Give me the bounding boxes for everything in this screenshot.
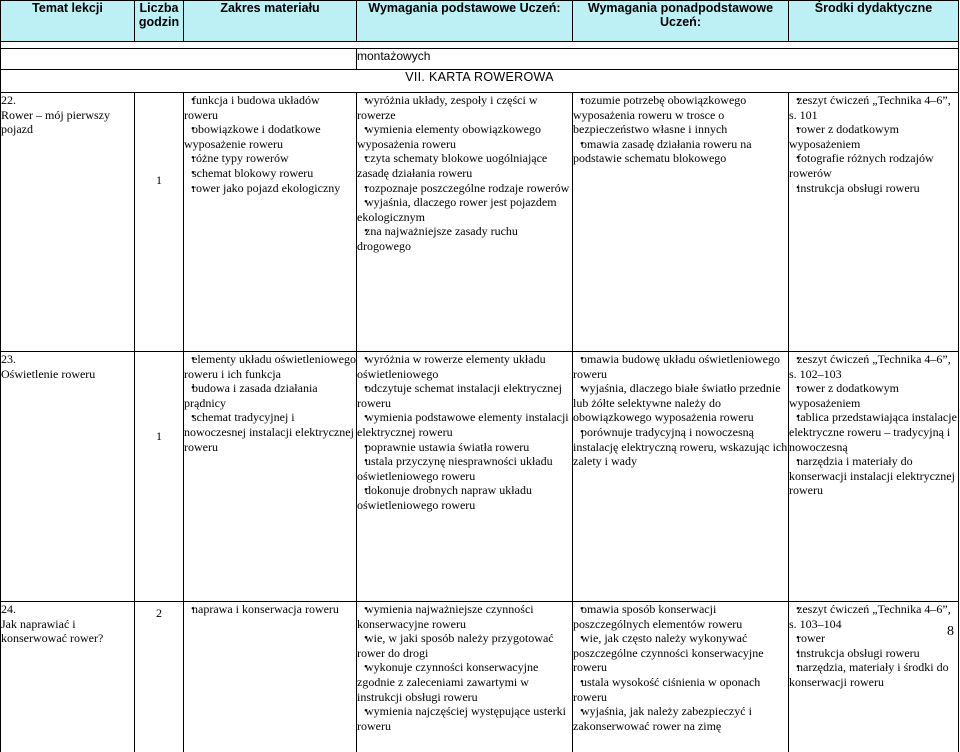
continuation-row bbox=[1, 49, 959, 70]
list-item: • rower jako pojazd ekologiczny bbox=[184, 181, 356, 196]
list-item: • wyjaśnia, jak należy zabezpieczyć i zakonserwować rower na zimę bbox=[573, 704, 788, 733]
aids-list bbox=[789, 93, 958, 195]
advanced-cell bbox=[573, 352, 789, 602]
list-item: • porównuje tradycyjną i nowoczesną instalację elektryczną roweru, wskazując ich zalety i wady bbox=[573, 425, 788, 469]
list-item: • wymienia najważniejsze czynności konserwacyjne roweru bbox=[357, 602, 572, 631]
list-item: • wymienia podstawowe elementy instalacji elektrycznej roweru bbox=[357, 410, 572, 439]
advanced-cell bbox=[573, 602, 789, 752]
list-item: • czyta schematy blokowe uogólniające zasadę działania roweru bbox=[357, 151, 572, 180]
continuation-text: montażowych bbox=[357, 49, 959, 70]
list-item: • narzędzia, materiały i środki do konserwacji roweru bbox=[789, 660, 958, 689]
list-item: • omawia zasadę działania roweru na podstawie schematu blokowego bbox=[573, 137, 788, 166]
table-row bbox=[1, 352, 959, 602]
header-teaching-aids: Środki dydaktyczne bbox=[789, 1, 959, 42]
header-topic: Temat lekcji bbox=[1, 1, 135, 42]
list-item: • poprawnie ustawia światła roweru bbox=[357, 440, 572, 455]
table-row bbox=[1, 93, 959, 352]
list-item: • rower bbox=[789, 631, 958, 646]
table-row bbox=[1, 602, 959, 752]
scope-cell bbox=[184, 352, 357, 602]
header-hours: Liczba godzin bbox=[135, 1, 184, 42]
aids-cell bbox=[789, 93, 959, 352]
header-advanced-requirements: Wymagania ponadpodstawowe Uczeń: bbox=[573, 1, 789, 42]
list-item: • rozumie potrzebę obowiązkowego wyposażenia roweru w trosce o bezpieczeństwo własne i innych bbox=[573, 93, 788, 137]
basic-list bbox=[357, 602, 572, 733]
scope-list bbox=[184, 602, 356, 617]
list-item: • zeszyt ćwiczeń „Technika 4–6”, s. 102–103 bbox=[789, 352, 958, 381]
list-item: • obowiązkowe i dodatkowe wyposażenie roweru bbox=[184, 122, 356, 151]
list-item: • fotografie różnych rodzajów rowerów bbox=[789, 151, 958, 180]
list-item: • elementy układu oświetleniowego roweru i ich funkcja bbox=[184, 352, 356, 381]
list-item: • dokonuje drobnych napraw układu oświetleniowego roweru bbox=[357, 483, 572, 512]
list-item: • zeszyt ćwiczeń „Technika 4–6”, s. 103–104 bbox=[789, 602, 958, 631]
list-item: • różne typy rowerów bbox=[184, 151, 356, 166]
lesson-topic: 22. Rower – mój pierwszy pojazd bbox=[1, 93, 135, 352]
spacer-row bbox=[1, 42, 959, 49]
basic-cell bbox=[357, 352, 573, 602]
list-item: • wyróżnia układy, zespoły i części w rowerze bbox=[357, 93, 572, 122]
list-item: • rower z dodatkowym wyposażeniem bbox=[789, 122, 958, 151]
advanced-list bbox=[573, 93, 788, 166]
list-item: • zna najważniejsze zasady ruchu drogowego bbox=[357, 224, 572, 253]
header-scope: Zakres materiału bbox=[184, 1, 357, 42]
list-item: • wykonuje czynności konserwacyjne zgodnie z zaleceniami zawartymi w instrukcji obsługi roweru bbox=[357, 660, 572, 704]
section-title: VII. KARTA ROWEROWA bbox=[1, 70, 959, 93]
list-item: • instrukcja obsługi roweru bbox=[789, 181, 958, 196]
list-item: • funkcja i budowa układów roweru bbox=[184, 93, 356, 122]
advanced-list bbox=[573, 602, 788, 733]
basic-list bbox=[357, 93, 572, 254]
list-item: • rozpoznaje poszczególne rodzaje rowerów bbox=[357, 181, 572, 196]
header-basic-requirements: Wymagania podstawowe Uczeń: bbox=[357, 1, 573, 42]
list-item: • omawia budowę układu oświetleniowego roweru bbox=[573, 352, 788, 381]
list-item: • wyróżnia w rowerze elementy układu oświetleniowego bbox=[357, 352, 572, 381]
scope-list bbox=[184, 352, 356, 454]
aids-cell bbox=[789, 602, 959, 752]
advanced-list bbox=[573, 352, 788, 469]
list-item: • budowa i zasada działania prądnicy bbox=[184, 381, 356, 410]
list-item: • odczytuje schemat instalacji elektrycznej roweru bbox=[357, 381, 572, 410]
header-row bbox=[1, 1, 959, 42]
scope-cell bbox=[184, 602, 357, 752]
page-number: 8 bbox=[947, 625, 954, 640]
list-item: • schemat tradycyjnej i nowoczesnej instalacji elektrycznej roweru bbox=[184, 410, 356, 454]
list-item: • ustala wysokość ciśnienia w oponach roweru bbox=[573, 675, 788, 704]
basic-cell bbox=[357, 93, 573, 352]
list-item: • wyjaśnia, dlaczego białe światło przednie lub żółte selektywne należy do obowiązkowego wyposażenia roweru bbox=[573, 381, 788, 425]
list-item: • naprawa i konserwacja roweru bbox=[184, 602, 356, 617]
basic-cell bbox=[357, 602, 573, 752]
list-item: • wymienia elementy obowiązkowego wyposażenia roweru bbox=[357, 122, 572, 151]
list-item: • instrukcja obsługi roweru bbox=[789, 646, 958, 661]
list-item: • wyjaśnia, dlaczego rower jest pojazdem ekologicznym bbox=[357, 195, 572, 224]
list-item: • wymienia najczęściej występujące usterki roweru bbox=[357, 704, 572, 733]
scope-cell bbox=[184, 93, 357, 352]
list-item: • zeszyt ćwiczeń „Technika 4–6”, s. 101 bbox=[789, 93, 958, 122]
lesson-topic: 24. Jak naprawiać i konserwować rower? bbox=[1, 602, 135, 752]
list-item: • tablica przedstawiająca instalacje elektryczne roweru – tradycyjną i nowoczesną bbox=[789, 410, 958, 454]
advanced-cell bbox=[573, 93, 789, 352]
list-item: • schemat blokowy roweru bbox=[184, 166, 356, 181]
list-item: • narzędzia i materiały do konserwacji instalacji elektrycznej roweru bbox=[789, 454, 958, 498]
list-item: • wie, w jaki sposób należy przygotować rower do drogi bbox=[357, 631, 572, 660]
lesson-topic: 23. Oświetlenie roweru bbox=[1, 352, 135, 602]
lesson-hours: 1 bbox=[135, 352, 184, 602]
basic-list bbox=[357, 352, 572, 513]
list-item: • wie, jak często należy wykonywać poszczególne czynności konserwacyjne roweru bbox=[573, 631, 788, 675]
lesson-hours: 2 bbox=[135, 602, 184, 752]
aids-cell bbox=[789, 352, 959, 602]
aids-list bbox=[789, 352, 958, 498]
list-item: • omawia sposób konserwacji poszczególnych elementów roweru bbox=[573, 602, 788, 631]
list-item: • ustala przyczynę niesprawności układu oświetleniowego roweru bbox=[357, 454, 572, 483]
scope-list bbox=[184, 93, 356, 195]
lesson-hours: 1 bbox=[135, 93, 184, 352]
list-item: • rower z dodatkowym wyposażeniem bbox=[789, 381, 958, 410]
section-row bbox=[1, 70, 959, 93]
